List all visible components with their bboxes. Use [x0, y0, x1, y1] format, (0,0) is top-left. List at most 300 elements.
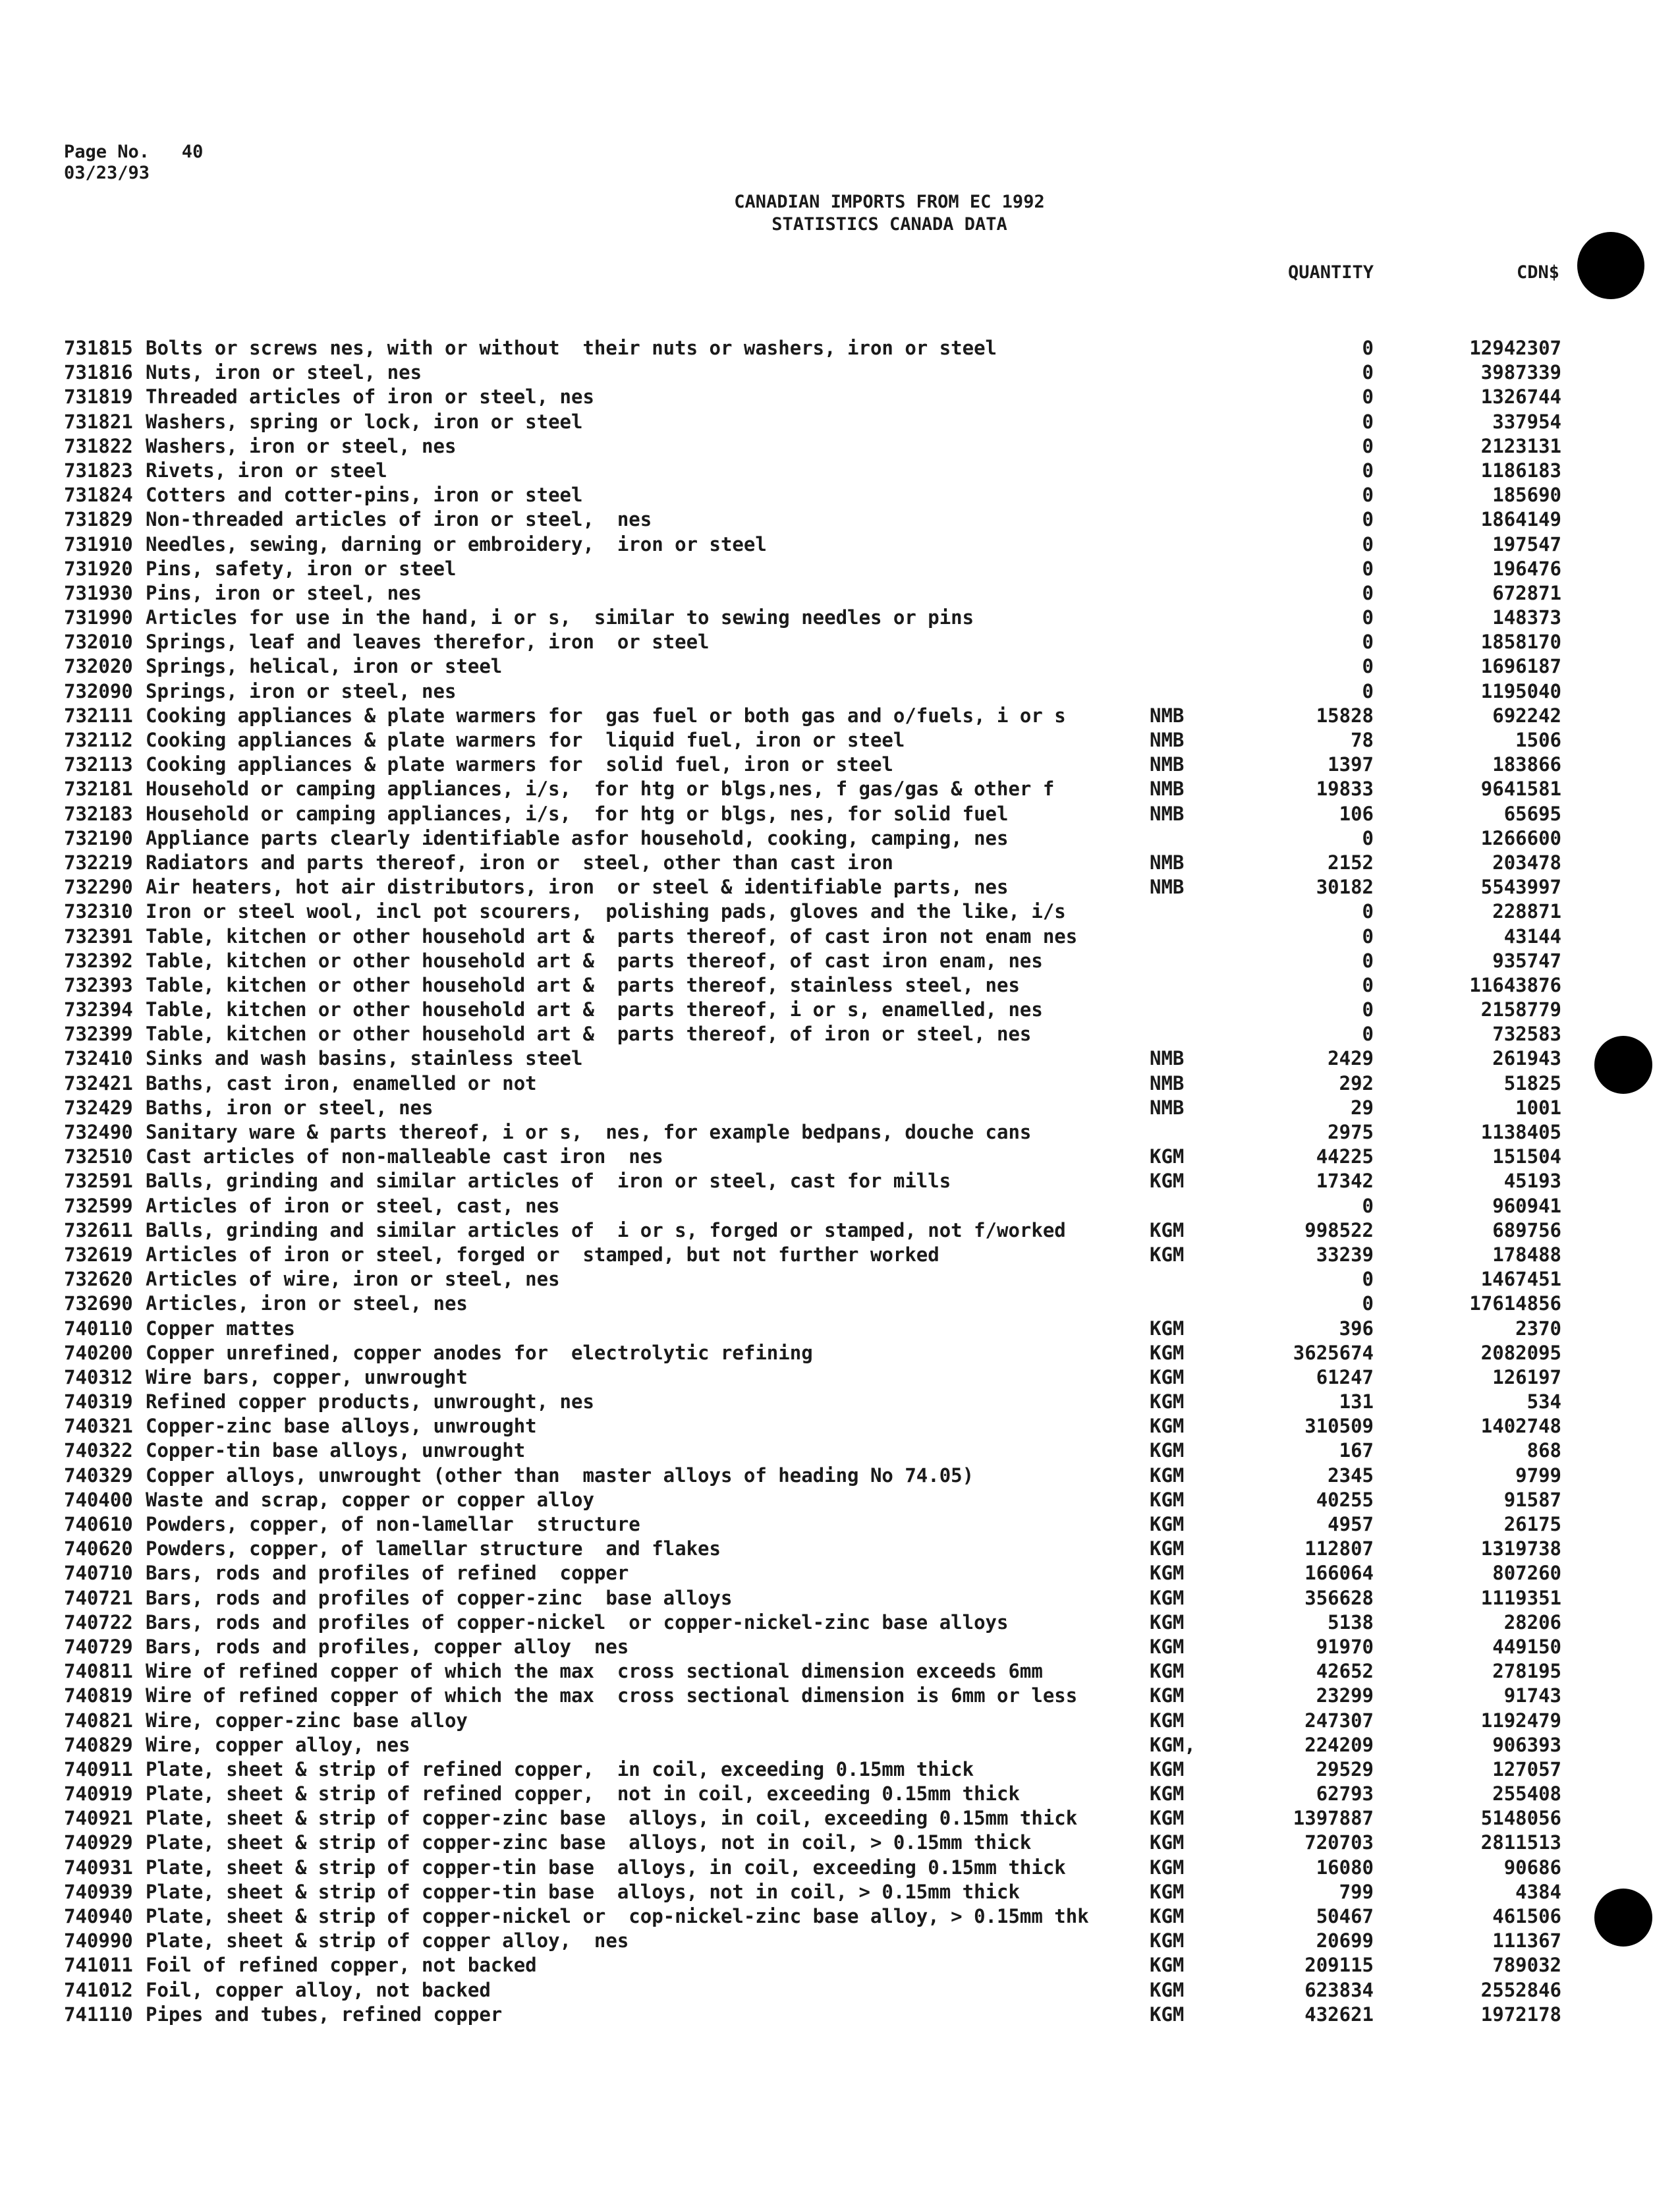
- table-row: [0, 360, 1680, 385]
- commodity-code: 732599: [64, 1194, 133, 1217]
- commodity-description: Cooking appliances & plate warmers for solid fuel, iron or steel: [146, 753, 893, 776]
- quantity-value: 2152: [1328, 851, 1374, 874]
- unit-of-measure: KGM: [1150, 1439, 1185, 1462]
- unit-of-measure: KGM: [1150, 1660, 1185, 1683]
- table-row: [0, 1806, 1680, 1831]
- quantity-value: 29: [1351, 1096, 1374, 1119]
- cdn-value: 1195040: [1480, 679, 1561, 702]
- table-row: [0, 654, 1680, 679]
- cdn-value: 789032: [1492, 1954, 1561, 1977]
- table-row: [0, 998, 1680, 1022]
- commodity-description: Plate, sheet & strip of refined copper, not in coil, exceeding 0.15mm thick: [146, 1782, 1020, 1806]
- quantity-value: 0: [1362, 410, 1374, 433]
- quantity-value: 61247: [1316, 1365, 1374, 1388]
- table-row: [0, 1120, 1680, 1145]
- cdn-value: 91587: [1503, 1488, 1561, 1511]
- table-row: [0, 1046, 1680, 1071]
- commodity-code: 740819: [64, 1684, 133, 1707]
- commodity-code: 732290: [64, 876, 133, 899]
- table-row: [0, 1586, 1680, 1610]
- cdn-value: 2811513: [1480, 1831, 1561, 1854]
- quantity-value: 0: [1362, 459, 1374, 482]
- table-row: [0, 875, 1680, 899]
- cdn-value: 337954: [1492, 410, 1561, 433]
- cdn-value: 255408: [1492, 1782, 1561, 1806]
- commodity-description: Waste and scrap, copper or copper alloy: [146, 1488, 594, 1511]
- commodity-description: Bars, rods and profiles of copper-nickel or copper-nickel-zinc base alloys: [146, 1610, 1009, 1634]
- table-row: [0, 826, 1680, 851]
- quantity-value: 44225: [1316, 1145, 1374, 1168]
- cdn-value: 90686: [1503, 1856, 1561, 1879]
- quantity-value: 42652: [1316, 1660, 1374, 1683]
- cdn-value: 5543997: [1480, 876, 1561, 899]
- cdn-value: 692242: [1492, 704, 1561, 727]
- quantity-value: 247307: [1304, 1709, 1374, 1732]
- unit-of-measure: NMB: [1150, 851, 1185, 874]
- table-row: [0, 973, 1680, 998]
- quantity-value: 0: [1362, 679, 1374, 702]
- quantity-value: 209115: [1304, 1954, 1374, 1977]
- unit-of-measure: KGM: [1150, 2003, 1185, 2026]
- table-row: [0, 410, 1680, 434]
- unit-of-measure: KGM: [1150, 1415, 1185, 1438]
- commodity-description: Air heaters, hot air distributors, iron or steel & identifiable parts, nes: [146, 876, 1009, 899]
- report-date: 03/23/93: [64, 163, 150, 183]
- unit-of-measure: KGM: [1150, 1390, 1185, 1413]
- quantity-value: 0: [1362, 1023, 1374, 1046]
- quantity-value: 720703: [1304, 1831, 1374, 1854]
- commodity-code: 731821: [64, 410, 133, 433]
- punch-hole-top: [1577, 232, 1644, 299]
- cdn-value: 960941: [1492, 1194, 1561, 1217]
- quantity-value: 17342: [1316, 1170, 1374, 1193]
- unit-of-measure: KGM: [1150, 1807, 1185, 1830]
- commodity-description: Powders, copper, of non-lamellar structure: [146, 1513, 640, 1535]
- unit-of-measure: NMB: [1150, 1071, 1185, 1095]
- table-row: [0, 1414, 1680, 1438]
- cdn-value: 12942307: [1469, 337, 1561, 359]
- quantity-value: 0: [1362, 1292, 1374, 1315]
- cdn-value: 51825: [1503, 1071, 1561, 1095]
- commodity-description: Plate, sheet & strip of copper alloy, nes: [146, 1929, 629, 1952]
- commodity-code: 732510: [64, 1145, 133, 1168]
- unit-of-measure: KGM: [1150, 1635, 1185, 1658]
- table-row: [0, 434, 1680, 459]
- commodity-code: 732393: [64, 973, 133, 996]
- commodity-code: 732219: [64, 851, 133, 874]
- commodity-code: 740110: [64, 1317, 133, 1340]
- commodity-description: Bars, rods and profiles, copper alloy nes: [146, 1635, 629, 1658]
- table-row: [0, 1904, 1680, 1929]
- commodity-description: Plate, sheet & strip of copper-zinc base alloys, not in coil, > 0.15mm thick: [146, 1831, 1032, 1854]
- unit-of-measure: NMB: [1150, 753, 1185, 776]
- table-row: [0, 1953, 1680, 1978]
- commodity-code: 732391: [64, 925, 133, 948]
- commodity-description: Copper mattes: [146, 1317, 295, 1340]
- commodity-code: 740821: [64, 1709, 133, 1732]
- commodity-description: Baths, cast iron, enamelled or not: [146, 1071, 537, 1095]
- commodity-description: Copper-zinc base alloys, unwrought: [146, 1415, 537, 1438]
- cdn-value: 5148056: [1480, 1807, 1561, 1830]
- commodity-code: 740931: [64, 1856, 133, 1879]
- table-row: [0, 728, 1680, 753]
- commodity-code: 740710: [64, 1562, 133, 1585]
- quantity-value: 2429: [1328, 1047, 1374, 1070]
- commodity-code: 732111: [64, 704, 133, 727]
- cdn-value: 1192479: [1480, 1709, 1561, 1732]
- commodity-description: Articles of wire, iron or steel, nes: [146, 1268, 560, 1291]
- table-row: [0, 336, 1680, 360]
- quantity-value: 623834: [1304, 1978, 1374, 2001]
- quantity-value: 799: [1339, 1880, 1374, 1903]
- commodity-description: Articles, iron or steel, nes: [146, 1292, 468, 1315]
- cdn-value: 196476: [1492, 557, 1561, 580]
- commodity-description: Refined copper products, unwrought, nes: [146, 1390, 594, 1413]
- quantity-value: 0: [1362, 949, 1374, 972]
- table-row: [0, 1464, 1680, 1488]
- cdn-column-header: CDN$: [1516, 262, 1559, 283]
- unit-of-measure: KGM: [1150, 1243, 1185, 1266]
- cdn-value: 1506: [1515, 729, 1561, 751]
- commodity-description: Iron or steel wool, incl pot scourers, polishing pads, gloves and the like, i/s: [146, 900, 1066, 923]
- import-table: [0, 336, 1680, 2027]
- commodity-description: Wire of refined copper of which the max cross sectional dimension is 6mm or less: [146, 1684, 1078, 1707]
- commodity-description: Pipes and tubes, refined copper: [146, 2003, 503, 2026]
- cdn-value: 126197: [1492, 1365, 1561, 1388]
- table-row: [0, 557, 1680, 581]
- quantity-value: 4957: [1328, 1513, 1374, 1535]
- cdn-value: 1119351: [1480, 1586, 1561, 1609]
- cdn-value: 868: [1526, 1439, 1561, 1462]
- quantity-value: 62793: [1316, 1782, 1374, 1806]
- commodity-code: 731990: [64, 606, 133, 629]
- commodity-description: Pins, iron or steel, nes: [146, 581, 422, 604]
- commodity-code: 740729: [64, 1635, 133, 1658]
- unit-of-measure: KGM: [1150, 1537, 1185, 1560]
- cdn-value: 461506: [1492, 1905, 1561, 1927]
- table-row: [0, 1733, 1680, 1757]
- commodity-description: Table, kitchen or other household art & parts thereof, of cast iron enam, nes: [146, 949, 1043, 972]
- quantity-value: 0: [1362, 532, 1374, 555]
- commodity-code: 731910: [64, 532, 133, 555]
- commodity-code: 732619: [64, 1243, 133, 1266]
- table-row: [0, 1561, 1680, 1585]
- unit-of-measure: KGM: [1150, 1610, 1185, 1634]
- commodity-code: 740721: [64, 1586, 133, 1609]
- commodity-description: Wire, copper alloy, nes: [146, 1733, 410, 1756]
- commodity-description: Wire, copper-zinc base alloy: [146, 1709, 468, 1732]
- unit-of-measure: NMB: [1150, 704, 1185, 727]
- commodity-code: 731829: [64, 508, 133, 531]
- table-row: [0, 1880, 1680, 1904]
- quantity-value: 0: [1362, 826, 1374, 849]
- commodity-code: 732020: [64, 655, 133, 678]
- unit-of-measure: KGM: [1150, 1145, 1185, 1168]
- cdn-value: 9799: [1515, 1464, 1561, 1487]
- quantity-value: 396: [1339, 1317, 1374, 1340]
- table-row: [0, 802, 1680, 826]
- commodity-code: 740319: [64, 1390, 133, 1413]
- commodity-description: Table, kitchen or other household art & parts thereof, of cast iron not enam nes: [146, 925, 1078, 948]
- cdn-value: 11643876: [1469, 973, 1561, 996]
- table-row: [0, 704, 1680, 728]
- unit-of-measure: KGM: [1150, 1562, 1185, 1585]
- table-row: [0, 1856, 1680, 1880]
- quantity-value: 40255: [1316, 1488, 1374, 1511]
- table-row: [0, 1978, 1680, 2003]
- unit-of-measure: KGM: [1150, 1757, 1185, 1780]
- commodity-code: 740911: [64, 1757, 133, 1780]
- unit-of-measure: NMB: [1150, 1047, 1185, 1070]
- commodity-description: Pins, safety, iron or steel: [146, 557, 457, 580]
- commodity-description: Springs, leaf and leaves therefor, iron or steel: [146, 631, 710, 654]
- commodity-description: Wire of refined copper of which the max cross sectional dimension exceeds 6mm: [146, 1660, 1043, 1683]
- commodity-code: 732394: [64, 998, 133, 1021]
- commodity-description: Articles of iron or steel, cast, nes: [146, 1194, 560, 1217]
- cdn-value: 9641581: [1480, 778, 1561, 801]
- unit-of-measure: NMB: [1150, 729, 1185, 751]
- commodity-description: Balls, grinding and similar articles of i or s, forged or stamped, not f/worked: [146, 1218, 1066, 1241]
- quantity-value: 3625674: [1293, 1341, 1374, 1364]
- commodity-description: Wire bars, copper, unwrought: [146, 1365, 468, 1388]
- cdn-value: 1467451: [1480, 1268, 1561, 1291]
- unit-of-measure: KGM: [1150, 1586, 1185, 1609]
- cdn-value: 43144: [1503, 925, 1561, 948]
- table-row: [0, 1317, 1680, 1341]
- commodity-description: Bolts or screws nes, with or without their nuts or washers, iron or steel: [146, 337, 997, 359]
- quantity-value: 78: [1351, 729, 1374, 751]
- cdn-value: 203478: [1492, 851, 1561, 874]
- unit-of-measure: KGM: [1150, 1831, 1185, 1854]
- quantity-value: 224209: [1304, 1733, 1374, 1756]
- table-row: [0, 1635, 1680, 1659]
- table-row: [0, 459, 1680, 483]
- commodity-description: Appliance parts clearly identifiable asfor household, cooking, camping, nes: [146, 826, 1009, 849]
- commodity-description: Washers, spring or lock, iron or steel: [146, 410, 583, 433]
- commodity-description: Plate, sheet & strip of refined copper, in coil, exceeding 0.15mm thick: [146, 1757, 974, 1780]
- commodity-code: 741011: [64, 1954, 133, 1977]
- commodity-description: Sanitary ware & parts thereof, i or s, nes, for example bedpans, douche cans: [146, 1121, 1032, 1143]
- cdn-value: 185690: [1492, 484, 1561, 507]
- commodity-code: 732010: [64, 631, 133, 654]
- commodity-description: Needles, sewing, darning or embroidery, iron or steel: [146, 532, 767, 555]
- unit-of-measure: NMB: [1150, 876, 1185, 899]
- table-row: [0, 899, 1680, 924]
- unit-of-measure: KGM: [1150, 1684, 1185, 1707]
- unit-of-measure: KGM: [1150, 1218, 1185, 1241]
- quantity-value: 19833: [1316, 778, 1374, 801]
- cdn-value: 1326744: [1480, 385, 1561, 409]
- quantity-value: 167: [1339, 1439, 1374, 1462]
- quantity-value: 292: [1339, 1071, 1374, 1095]
- unit-of-measure: KGM: [1150, 1978, 1185, 2001]
- table-row: [0, 1929, 1680, 1953]
- commodity-code: 741110: [64, 2003, 133, 2026]
- commodity-code: 740940: [64, 1905, 133, 1927]
- cdn-value: 534: [1526, 1390, 1561, 1413]
- table-row: [0, 606, 1680, 630]
- cdn-value: 1696187: [1480, 655, 1561, 678]
- table-row: [0, 1684, 1680, 1708]
- cdn-value: 65695: [1503, 802, 1561, 825]
- table-row: [0, 679, 1680, 704]
- table-row: [0, 1709, 1680, 1733]
- cdn-value: 449150: [1492, 1635, 1561, 1658]
- quantity-value: 23299: [1316, 1684, 1374, 1707]
- unit-of-measure: NMB: [1150, 1096, 1185, 1119]
- unit-of-measure: KGM: [1150, 1709, 1185, 1732]
- cdn-value: 906393: [1492, 1733, 1561, 1756]
- table-row: [0, 1071, 1680, 1096]
- quantity-value: 0: [1362, 631, 1374, 654]
- cdn-value: 689756: [1492, 1218, 1561, 1241]
- quantity-value: 0: [1362, 998, 1374, 1021]
- cdn-value: 2158779: [1480, 998, 1561, 1021]
- quantity-value: 310509: [1304, 1415, 1374, 1438]
- table-row: [0, 925, 1680, 949]
- cdn-value: 26175: [1503, 1513, 1561, 1535]
- cdn-value: 261943: [1492, 1047, 1561, 1070]
- commodity-description: Nuts, iron or steel, nes: [146, 361, 422, 384]
- commodity-description: Bars, rods and profiles of refined copper: [146, 1562, 629, 1585]
- quantity-value: 2345: [1328, 1464, 1374, 1487]
- commodity-code: 732611: [64, 1218, 133, 1241]
- table-row: [0, 1782, 1680, 1806]
- cdn-value: 1319738: [1480, 1537, 1561, 1560]
- quantity-value: 91970: [1316, 1635, 1374, 1658]
- commodity-description: Copper-tin base alloys, unwrought: [146, 1439, 526, 1462]
- commodity-code: 740610: [64, 1513, 133, 1535]
- commodity-code: 732392: [64, 949, 133, 972]
- commodity-code: 732421: [64, 1071, 133, 1095]
- table-row: [0, 1194, 1680, 1218]
- commodity-description: Springs, helical, iron or steel: [146, 655, 503, 678]
- page-number: Page No. 40: [64, 142, 204, 162]
- unit-of-measure: KGM: [1150, 1856, 1185, 1879]
- cdn-value: 2370: [1515, 1317, 1561, 1340]
- commodity-description: Articles for use in the hand, i or s, similar to sewing needles or pins: [146, 606, 974, 629]
- commodity-code: 732112: [64, 729, 133, 751]
- quantity-value: 166064: [1304, 1562, 1374, 1585]
- commodity-description: Table, kitchen or other household art & parts thereof, stainless steel, nes: [146, 973, 1020, 996]
- commodity-description: Plate, sheet & strip of copper-tin base alloys, in coil, exceeding 0.15mm thick: [146, 1856, 1066, 1879]
- commodity-code: 731930: [64, 581, 133, 604]
- cdn-value: 3987339: [1480, 361, 1561, 384]
- commodity-description: Copper unrefined, copper anodes for electrolytic refining: [146, 1341, 813, 1364]
- cdn-value: 732583: [1492, 1023, 1561, 1046]
- commodity-code: 731815: [64, 337, 133, 359]
- commodity-description: Rivets, iron or steel: [146, 459, 387, 482]
- quantity-value: 1397: [1328, 753, 1374, 776]
- table-row: [0, 1757, 1680, 1782]
- commodity-description: Plate, sheet & strip of copper-nickel or cop-nickel-zinc base alloy, > 0.15mm thk: [146, 1905, 1089, 1927]
- commodity-code: 732181: [64, 778, 133, 801]
- commodity-code: 732399: [64, 1023, 133, 1046]
- cdn-value: 1972178: [1480, 2003, 1561, 2026]
- quantity-value: 131: [1339, 1390, 1374, 1413]
- table-row: [0, 532, 1680, 557]
- commodity-code: 740400: [64, 1488, 133, 1511]
- quantity-value: 0: [1362, 508, 1374, 531]
- table-row: [0, 1610, 1680, 1635]
- commodity-code: 732490: [64, 1121, 133, 1143]
- commodity-code: 740312: [64, 1365, 133, 1388]
- cdn-value: 151504: [1492, 1145, 1561, 1168]
- report-title: CANADIAN IMPORTS FROM EC 1992: [734, 192, 1045, 212]
- quantity-value: 16080: [1316, 1856, 1374, 1879]
- commodity-description: Table, kitchen or other household art & parts thereof, i or s, enamelled, nes: [146, 998, 1043, 1021]
- cdn-value: 28206: [1503, 1610, 1561, 1634]
- commodity-code: 732429: [64, 1096, 133, 1119]
- commodity-description: Cast articles of non-malleable cast iron nes: [146, 1145, 663, 1168]
- table-row: [0, 1218, 1680, 1243]
- table-row: [0, 1537, 1680, 1561]
- unit-of-measure: KGM: [1150, 1782, 1185, 1806]
- commodity-code: 731823: [64, 459, 133, 482]
- cdn-value: 807260: [1492, 1562, 1561, 1585]
- commodity-description: Threaded articles of iron or steel, nes: [146, 385, 594, 409]
- commodity-description: Household or camping appliances, i/s, for htg or blgs, nes, for solid fuel: [146, 802, 1009, 825]
- commodity-code: 731822: [64, 434, 133, 457]
- unit-of-measure: KGM: [1150, 1170, 1185, 1193]
- table-row: [0, 1292, 1680, 1316]
- commodity-code: 740200: [64, 1341, 133, 1364]
- commodity-description: Cotters and cotter-pins, iron or steel: [146, 484, 583, 507]
- quantity-value: 0: [1362, 337, 1374, 359]
- cdn-value: 2123131: [1480, 434, 1561, 457]
- commodity-description: Copper alloys, unwrought (other than master alloys of heading No 74.05): [146, 1464, 974, 1487]
- cdn-value: 148373: [1492, 606, 1561, 629]
- cdn-value: 178488: [1492, 1243, 1561, 1266]
- cdn-value: 197547: [1492, 532, 1561, 555]
- quantity-value: 20699: [1316, 1929, 1374, 1952]
- cdn-value: 1266600: [1480, 826, 1561, 849]
- unit-of-measure: KGM: [1150, 1464, 1185, 1487]
- quantity-value: 15828: [1316, 704, 1374, 727]
- cdn-value: 1858170: [1480, 631, 1561, 654]
- commodity-code: 731816: [64, 361, 133, 384]
- unit-of-measure: KGM: [1150, 1513, 1185, 1535]
- commodity-code: 740829: [64, 1733, 133, 1756]
- cdn-value: 17614856: [1469, 1292, 1561, 1315]
- cdn-value: 91743: [1503, 1684, 1561, 1707]
- commodity-description: Washers, iron or steel, nes: [146, 434, 457, 457]
- table-row: [0, 753, 1680, 777]
- commodity-description: Powders, copper, of lamellar structure and flakes: [146, 1537, 721, 1560]
- commodity-code: 731824: [64, 484, 133, 507]
- cdn-value: 2552846: [1480, 1978, 1561, 2001]
- cdn-value: 183866: [1492, 753, 1561, 776]
- quantity-value: 0: [1362, 1268, 1374, 1291]
- table-row: [0, 581, 1680, 606]
- cdn-value: 1864149: [1480, 508, 1561, 531]
- commodity-code: 732090: [64, 679, 133, 702]
- commodity-description: Baths, iron or steel, nes: [146, 1096, 434, 1119]
- table-row: [0, 483, 1680, 507]
- unit-of-measure: KGM: [1150, 1341, 1185, 1364]
- cdn-value: 935747: [1492, 949, 1561, 972]
- commodity-description: Table, kitchen or other household art & parts thereof, of iron or steel, nes: [146, 1023, 1032, 1046]
- unit-of-measure: KGM: [1150, 1317, 1185, 1340]
- quantity-value: 0: [1362, 925, 1374, 948]
- commodity-description: Non-threaded articles of iron or steel, nes: [146, 508, 652, 531]
- cdn-value: 2082095: [1480, 1341, 1561, 1364]
- commodity-description: Radiators and parts thereof, iron or steel, other than cast iron: [146, 851, 893, 874]
- cdn-value: 1402748: [1480, 1415, 1561, 1438]
- commodity-code: 740722: [64, 1610, 133, 1634]
- commodity-description: Springs, iron or steel, nes: [146, 679, 457, 702]
- cdn-value: 672871: [1492, 581, 1561, 604]
